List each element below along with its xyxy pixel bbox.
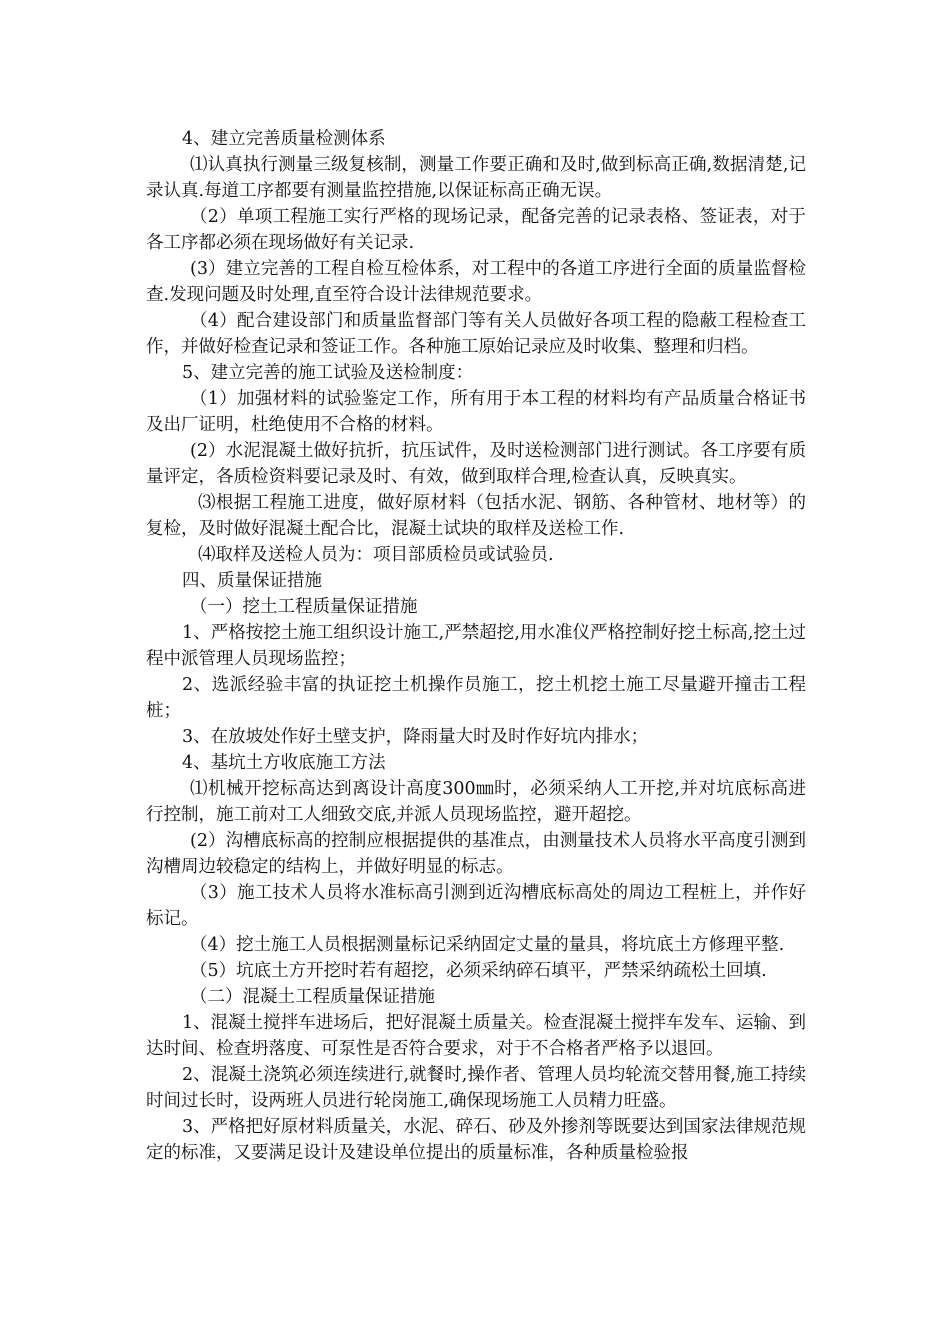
section-heading: 四、质量保证措施 (182, 571, 322, 591)
paragraph: (2）沟槽底标高的控制应根据提供的基准点，由测量技术人员将水平高度引测到沟槽周边较稳定的结构上，并做好明显的标志。 (146, 831, 806, 877)
paragraph: 2、混凝土浇筑必须连续进行,就餐时,操作者、管理人员均轮流交替用餐,施工持续时间过长时，设两班人员进行轮岗施工,确保现场施工人员精力旺盛。 (146, 1065, 806, 1111)
paragraph: （2）单项工程施工实行严格的现场记录，配备完善的记录表格、签证表，对于各工序都必须在现场做好有关记录. (146, 207, 806, 253)
paragraph: （5）坑底土方开挖时若有超挖，必须采纳碎石填平，严禁采纳疏松土回填. (190, 961, 767, 981)
paragraph: （3）施工技术人员将水准标高引测到近沟槽底标高处的周边工程桩上，并作好标记。 (146, 883, 806, 929)
document-body (146, 126, 806, 1166)
paragraph: 3、在放坡处作好土壁支护，降雨量大时及时作好坑内排水； (182, 727, 649, 747)
subsection-heading: （一）挖土工程质量保证措施 (190, 597, 418, 617)
subsection-heading: （二）混凝土工程质量保证措施 (190, 987, 435, 1007)
paragraph: (3）建立完善的工程自检互检体系，对工程中的各道工序进行全面的质量监督检查.发现问题及时处理,直至符合设计法律规范要求。 (146, 259, 806, 305)
paragraph: (2）水泥混凝土做好抗折，抗压试件，及时送检测部门进行测试。各工序要有质量评定，各质检资料要记录及时、有效，做到取样合理,检查认真，反映真实。 (146, 441, 806, 487)
paragraph: 1、严格按挖土施工组织设计施工,严禁超挖,用水准仪严格控制好挖土标高,挖土过程中派管理人员现场监控； (146, 623, 806, 669)
paragraph: （4）挖土施工人员根据测量标记采纳固定丈量的量具，将坑底土方修理平整. (190, 935, 785, 955)
paragraph: 3、严格把好原材料质量关，水泥、碎石、砂及外掺剂等既要达到国家法律规范规定的标准，又要满足设计及建设单位提出的质量标准，各种质量检验报 (146, 1117, 806, 1163)
paragraph: ⑴机械开挖标高达到离设计高度300㎜时，必须采纳人工开挖,并对坑底标高进行控制，施工前对工人细致交底,并派人员现场监控，避开超挖。 (146, 779, 806, 825)
paragraph: 2、选派经验丰富的执证挖土机操作员施工，挖土机挖土施工尽量避开撞击工程桩； (146, 675, 806, 721)
paragraph: 4、基坑土方收底施工方法 (182, 753, 386, 773)
paragraph: 1、混凝土搅拌车进场后，把好混凝土质量关。检查混凝土搅拌车发车、运输、到达时间、检查坍落度、可泵性是否符合要求，对于不合格者严格予以退回。 (146, 1013, 806, 1059)
paragraph: （1）加强材料的试验鉴定工作，所有用于本工程的材料均有产品质量合格证书及出厂证明，杜绝使用不合格的材料。 (146, 389, 806, 435)
paragraph: （4）配合建设部门和质量监督部门等有关人员做好各项工程的隐蔽工程检查工作，并做好检查记录和签证工作。各种施工原始记录应及时收集、整理和归档。 (146, 311, 806, 357)
paragraph: 4、建立完善质量检测体系 (182, 129, 386, 149)
paragraph: ⑶根据工程施工进度，做好原材料（包括水泥、钢筋、各种管材、地材等）的复检，及时做好混凝土配合比，混凝土试块的取样及送检工作. (146, 493, 806, 539)
paragraph: 5、建立完善的施工试验及送检制度： (182, 363, 474, 383)
paragraph: ⑴认真执行测量三级复核制，测量工作要正确和及时,做到标高正确,数据清楚,记录认真.每道工序都要有测量监控措施,以保证标高正确无误。 (146, 155, 806, 201)
paragraph: ⑷取样及送检人员为：项目部质检员或试验员. (198, 545, 554, 565)
